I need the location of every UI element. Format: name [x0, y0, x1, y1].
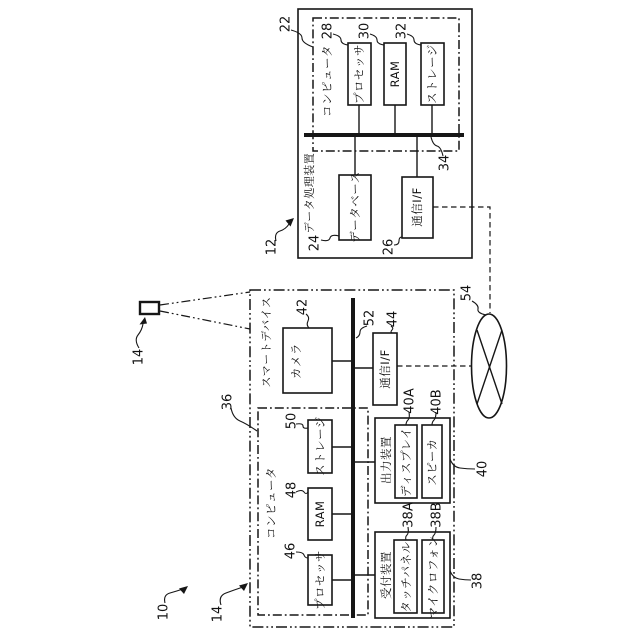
- sd-camera-label: カメラ: [289, 343, 304, 379]
- ref-32: 32: [394, 22, 410, 40]
- ref-46: 46: [283, 542, 299, 560]
- sd-processor-label: プロセッサ: [313, 550, 328, 610]
- ref-30: 30: [357, 22, 373, 40]
- sd-microphone-label: マイクロフォン: [426, 535, 441, 619]
- ref-40A: 40A: [402, 388, 418, 414]
- ref-10: 10: [156, 603, 172, 621]
- dpd-storage-label: ストレージ: [425, 44, 440, 104]
- ref-40B: 40B: [429, 389, 445, 415]
- dpd-title: データ処理装置: [302, 152, 316, 234]
- ref-52: 52: [362, 309, 378, 327]
- sd-ram-label: RAM: [313, 500, 328, 528]
- ref-44: 44: [385, 310, 401, 328]
- sd-computer-label: コンピュータ: [264, 467, 279, 539]
- sd-title: スマートデバイス: [259, 296, 273, 388]
- ref-24: 24: [307, 234, 323, 252]
- device-icon-rect: [140, 302, 159, 314]
- sd-speaker-label: スピーカ: [425, 438, 440, 486]
- ref-38A: 38A: [401, 502, 417, 528]
- sd-display-label: ディスプレイ: [399, 426, 414, 498]
- ref-22: 22: [278, 15, 294, 33]
- sd-touch-panel-label: タッチパネル: [399, 541, 414, 613]
- ref-34: 34: [437, 154, 453, 172]
- ref-38B: 38B: [429, 502, 445, 528]
- ref-28: 28: [320, 22, 336, 40]
- ref-12: 12: [264, 238, 280, 256]
- sd-reception-device-label: 受付装置: [379, 551, 394, 599]
- ref-54: 54: [459, 284, 475, 302]
- dpd-database-label: データベース: [348, 171, 363, 243]
- ref-50: 50: [284, 412, 300, 430]
- ref-38: 38: [470, 572, 486, 590]
- ref-14-device: 14: [210, 605, 226, 623]
- sd-storage-label: ストレージ: [313, 416, 328, 476]
- ref-26: 26: [381, 238, 397, 256]
- sd-comm-if-label: 通信I/F: [378, 349, 393, 389]
- dpd-computer-label: コンピュータ: [320, 45, 335, 117]
- ref-48: 48: [284, 481, 300, 499]
- ref-42: 42: [295, 298, 311, 316]
- ref-40: 40: [475, 460, 491, 478]
- sd-output-device-label: 出力装置: [379, 436, 394, 484]
- ref-36: 36: [220, 393, 236, 411]
- dpd-comm-if-label: 通信I/F: [410, 187, 425, 227]
- dpd-processor-label: プロセッサ: [352, 44, 367, 104]
- dpd-ram-label: RAM: [388, 60, 403, 88]
- ref-14-icon: 14: [131, 348, 147, 366]
